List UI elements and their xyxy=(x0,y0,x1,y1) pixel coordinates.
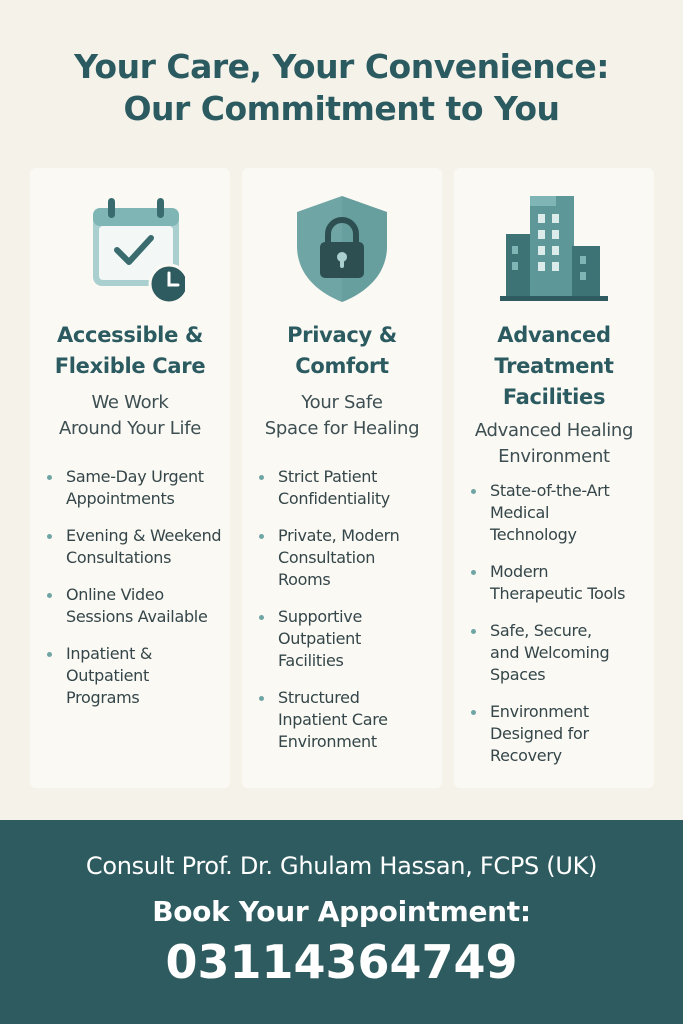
page-title-line-2: Our Commitment to You xyxy=(123,89,560,128)
card-privacy-comfort xyxy=(242,168,442,788)
feature-list xyxy=(258,466,438,768)
list-item: Safe, Secure, and Welcoming Spaces xyxy=(470,620,650,686)
list-item: State-of-the-Art Medical Technology xyxy=(470,480,650,546)
feature-list xyxy=(46,466,226,724)
card-accessible-care xyxy=(30,168,230,788)
card-subtitle: Advanced Healing Environment xyxy=(474,420,634,467)
shield-lock-icon xyxy=(242,194,442,304)
list-item: Structured Inpatient Care Environment xyxy=(258,687,438,753)
list-item: Supportive Outpatient Facilities xyxy=(258,606,438,672)
card-title: Privacy & Comfort xyxy=(287,323,397,378)
list-item: Same-Day Urgent Appointments xyxy=(46,466,226,510)
card-subtitle: Your Safe Space for Healing xyxy=(264,392,420,439)
list-item: Inpatient & Outpatient Programs xyxy=(46,643,226,709)
consult-text: Consult Prof. Dr. Ghulam Hassan, FCPS (UK) xyxy=(85,852,598,880)
page-title xyxy=(0,46,683,130)
card-subtitle: We Work Around Your Life xyxy=(58,392,202,439)
feature-list xyxy=(470,480,650,782)
list-item: Environment Designed for Recovery xyxy=(470,701,650,767)
list-item: Evening & Weekend Consultations xyxy=(46,525,226,569)
list-item: Online Video Sessions Available xyxy=(46,584,226,628)
card-title: Accessible & Flexible Care xyxy=(54,323,206,378)
page-title-line-1: Your Care, Your Convenience: xyxy=(74,47,609,86)
book-appointment-text: Book Your Appointment: xyxy=(152,895,531,928)
calendar-check-clock-icon xyxy=(30,194,230,304)
card-advanced-facilities xyxy=(454,168,654,788)
hospital-building-icon xyxy=(454,194,654,304)
list-item: Private, Modern Consultation Rooms xyxy=(258,525,438,591)
footer-banner xyxy=(0,820,683,1024)
card-title: Advanced Treatment Facilities xyxy=(494,323,614,409)
phone-number[interactable]: 03114364749 xyxy=(165,935,518,989)
list-item: Modern Therapeutic Tools xyxy=(470,561,650,605)
list-item: Strict Patient Confidentiality xyxy=(258,466,438,510)
